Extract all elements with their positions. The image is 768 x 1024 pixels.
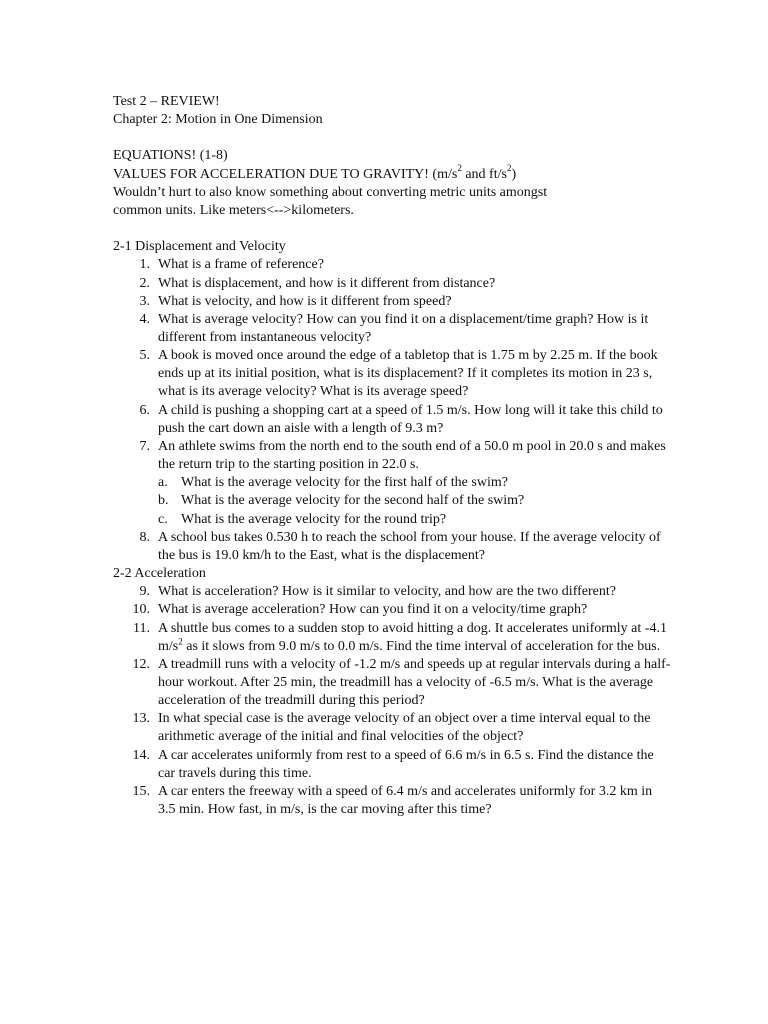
question-12 — [113, 656, 673, 710]
question-text: A car enters the freeway with a speed of 6.4 m/s and accelerates uniformly for 3.2 km in 3.5 min. How fast, in m/s, is the car moving after this time? — [158, 783, 653, 818]
question-14 — [113, 747, 673, 783]
question-text: In what special case is the average velocity of an object over a time interval equal to the arithmetic average of the initial and final velocities of the object? — [158, 711, 651, 745]
question-3 — [113, 293, 673, 311]
units-note-line-2: common units. Like meters<-->kilometers. — [113, 202, 354, 218]
question-text: What is a frame of reference? — [158, 257, 324, 273]
question-text: What is acceleration? How is it similar to velocity, and how are the two different? — [158, 584, 616, 600]
question-number: 11. — [133, 620, 150, 636]
section-heading-acceleration: 2-2 Acceleration — [113, 566, 206, 582]
gravity-note-suffix: ) — [511, 166, 517, 182]
question-1 — [113, 256, 673, 274]
question-text: A car accelerates uniformly from rest to a speed of 6.6 m/s in 6.5 s. Find the distance the car travels during this time. — [158, 747, 654, 781]
question-number: 1. — [139, 257, 150, 273]
gravity-note-prefix: VALUES FOR ACCELERATION DUE TO GRAVITY! (m/s — [113, 166, 458, 182]
document-page — [113, 93, 673, 819]
question-text: A child is pushing a shopping cart at a speed of 1.5 m/s. How long will it take this child to push the cart down an aisle with a length of 9.3 m? — [158, 402, 663, 436]
question-number: 10. — [132, 602, 150, 618]
question-text: A school bus takes 0.530 h to reach the school from your house. If the average velocity of the bus is 19.0 km/h to the East, what is the displacement? — [158, 529, 661, 563]
question-text-part: A shuttle bus comes to a sudden stop to avoid hitting a dog. It accelerates uniformly at -4.1 m/s — [158, 620, 667, 654]
question-number: 13. — [132, 711, 150, 727]
question-7b — [113, 492, 673, 510]
subquestion-text: What is the average velocity for the second half of the swim? — [181, 493, 525, 509]
question-number: 2. — [139, 275, 150, 291]
units-note-line-1: Wouldn’t hurt to also know something about converting metric units amongst — [113, 184, 548, 200]
question-number: 5. — [139, 348, 150, 364]
question-text: What is displacement, and how is it different from distance? — [158, 275, 496, 291]
question-number: 7. — [139, 438, 150, 454]
section-heading-displacement-velocity: 2-1 Displacement and Velocity — [113, 239, 286, 255]
subquestion-letter: a. — [158, 475, 168, 491]
question-13 — [113, 710, 673, 746]
question-4 — [113, 311, 673, 347]
question-text: What is average velocity? How can you find it on a displacement/time graph? How is it different from instantaneous velocity? — [158, 311, 649, 345]
question-number: 6. — [139, 402, 150, 418]
document-title: Test 2 – REVIEW! — [113, 94, 220, 109]
question-7a — [113, 474, 673, 492]
question-text: What is average acceleration? How can you find it on a velocity/time graph? — [158, 602, 588, 618]
subquestion-letter: b. — [158, 493, 169, 509]
gravity-note-mid: and ft/s — [461, 166, 507, 182]
question-7c — [113, 511, 673, 529]
question-10 — [113, 601, 673, 619]
subquestion-text: What is the average velocity for the round trip? — [181, 511, 447, 527]
question-number: 14. — [132, 747, 150, 763]
question-15 — [113, 783, 673, 819]
equations-note: EQUATIONS! (1-8) — [113, 148, 228, 164]
question-number: 15. — [132, 783, 150, 799]
question-text: A book is moved once around the edge of a tabletop that is 1.75 m by 2.25 m. If the book ends up at its initial position, what is its displacement? If it completes its motion in 23 s, what is its average velocity? What is its average speed? — [158, 348, 658, 400]
spacer — [113, 129, 673, 147]
acceleration-exponent: 2 — [178, 636, 183, 646]
question-number: 9. — [139, 584, 150, 600]
gravity-note — [113, 162, 673, 184]
gravity-exponent-2: 2 — [506, 162, 512, 173]
question-7 — [113, 438, 673, 474]
question-number: 3. — [139, 293, 150, 309]
subquestion-text: What is the average velocity for the first half of the swim? — [181, 475, 508, 491]
question-text — [158, 620, 673, 656]
question-text: An athlete swims from the north end to the south end of a 50.0 m pool in 20.0 s and makes the return trip to the starting position in 22.0 s. — [158, 438, 666, 473]
question-2 — [113, 275, 673, 293]
question-8 — [113, 529, 673, 565]
question-9 — [113, 583, 673, 601]
question-number: 4. — [139, 311, 150, 327]
subquestion-letter: c. — [158, 511, 168, 527]
question-text: What is velocity, and how is it different from speed? — [158, 293, 452, 309]
question-number: 8. — [139, 529, 150, 545]
question-text: A treadmill runs with a velocity of -1.2 m/s and speeds up at regular intervals during a half-hour workout. After 25 min, the treadmill has a velocity of -6.5 m/s. What is the average acceleration of the treadmill during this period? — [158, 656, 671, 709]
question-6 — [113, 402, 673, 438]
question-text-part: as it slows from 9.0 m/s to 0.0 m/s. Find the time interval of acceleration for the bus. — [182, 638, 661, 654]
question-number: 12. — [132, 656, 150, 672]
question-5 — [113, 347, 673, 401]
chapter-heading: Chapter 2: Motion in One Dimension — [113, 112, 323, 128]
spacer — [113, 220, 673, 238]
question-11 — [113, 620, 673, 656]
gravity-exponent-1: 2 — [457, 162, 462, 173]
